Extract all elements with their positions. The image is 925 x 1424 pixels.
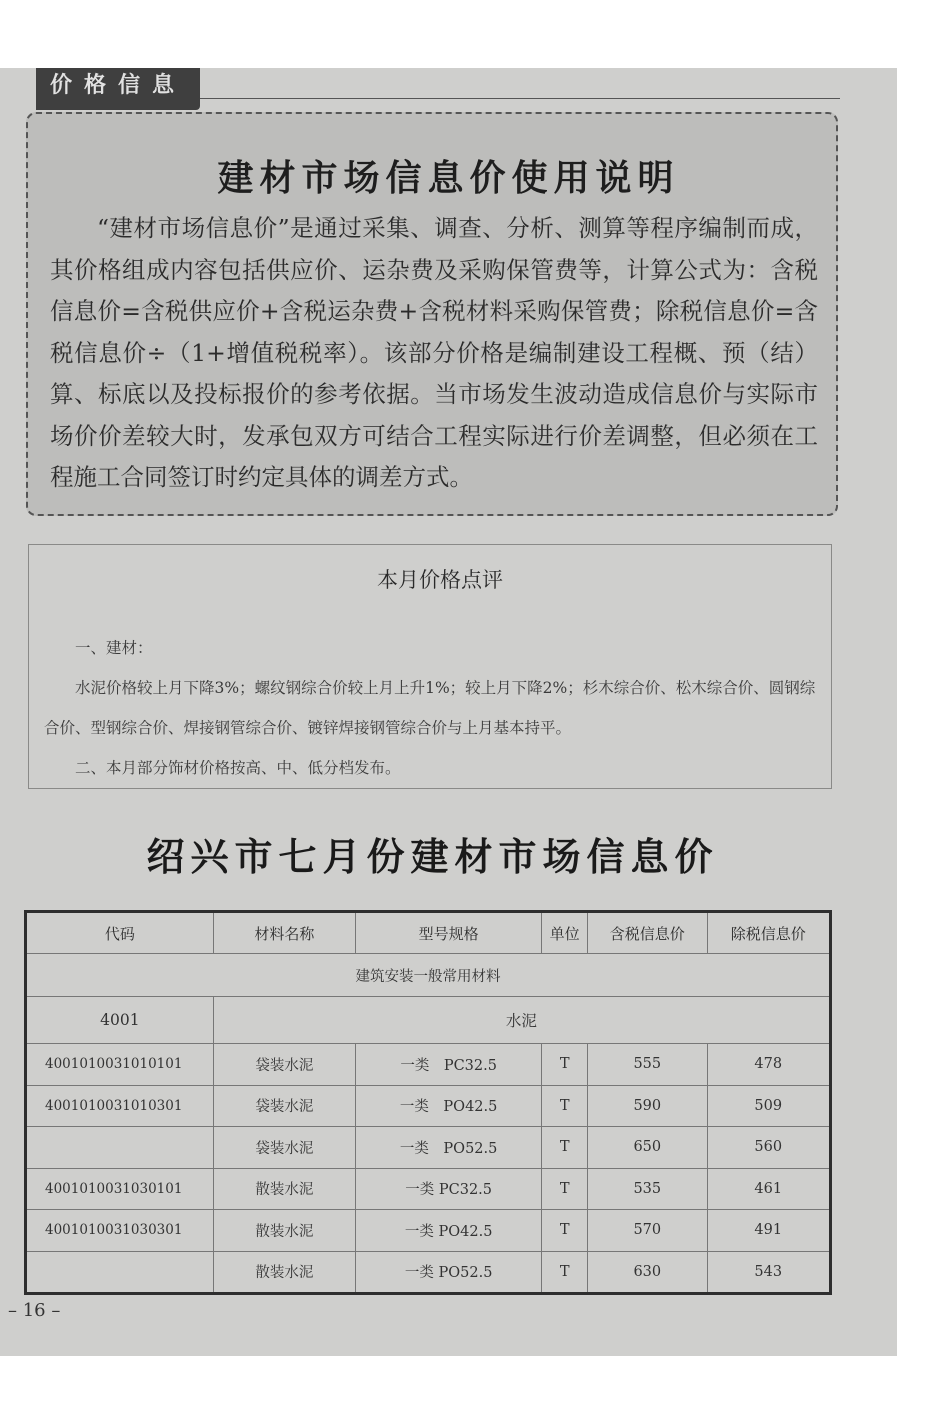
row-name: 散装水泥 <box>213 1168 355 1210</box>
table-header-row <box>26 912 831 954</box>
row-unit: T <box>542 1251 588 1294</box>
header-tax-excl: 除税信息价 <box>707 912 830 954</box>
category-row <box>26 954 831 997</box>
row-spec: 一类 PO52.5 <box>356 1251 542 1294</box>
row-tax-incl: 650 <box>588 1127 707 1169</box>
page-number: – 16 – <box>8 1300 61 1321</box>
row-tax-incl: 535 <box>588 1168 707 1210</box>
table-row <box>26 1168 831 1210</box>
intro-text <box>50 208 818 499</box>
row-spec: 一类 PC32.5 <box>356 1044 542 1086</box>
review-line-2: 水泥价格较上月下降3%；螺纹钢综合价较上月上升1%；较上月下降2%；杉木综合价、松木综合价、圆钢综合价、型钢综合价、焊接钢管综合价、镀锌焊接钢管综合价与上月基本持平。 <box>44 679 816 737</box>
section-tab: 价格信息 <box>36 68 200 110</box>
row-name: 散装水泥 <box>213 1251 355 1294</box>
table-row <box>26 1210 831 1252</box>
price-table <box>24 910 832 1295</box>
row-code <box>26 1127 214 1169</box>
review-title: 本月价格点评 <box>377 568 503 592</box>
header-spec: 型号规格 <box>356 912 542 954</box>
row-code: 4001010031010301 <box>26 1085 214 1127</box>
row-tax-incl: 555 <box>588 1044 707 1086</box>
intro-paragraph: “建材市场信息价”是通过采集、调查、分析、测算等程序编制而成，其价格组成内容包括供应价、运杂费及采购保管费等，计算公式为：含税信息价=含税供应价+含税运杂费+含税材料采购保管费；除税信息价=含税信息价÷（1+增值税税率）。该部分价格是编制建设工程概、预（结）算、标底以及投标报价的参考依据。当市场发生波动造成信息价与实际市场价价差较大时，发承包双方可结合工程实际进行价差调整，但必须在工程施工合同签订时约定具体的调差方式。 <box>50 214 818 491</box>
row-name: 袋装水泥 <box>213 1085 355 1127</box>
row-spec: 一类 PO42.5 <box>356 1085 542 1127</box>
document-page <box>0 68 897 1356</box>
row-spec: 一类 PO52.5 <box>356 1127 542 1169</box>
row-code: 4001010031030301 <box>26 1210 214 1252</box>
row-spec: 一类 PO42.5 <box>356 1210 542 1252</box>
table-row <box>26 1044 831 1086</box>
category-label: 建筑安装一般常用材料 <box>26 954 831 997</box>
header-unit: 单位 <box>542 912 588 954</box>
header-tax-incl: 含税信息价 <box>588 912 707 954</box>
row-tax-incl: 570 <box>588 1210 707 1252</box>
row-code: 4001010031010101 <box>26 1044 214 1086</box>
table-row <box>26 1251 831 1294</box>
review-text <box>44 628 820 788</box>
row-unit: T <box>542 1044 588 1086</box>
review-line-3: 二、本月部分饰材价格按高、中、低分档发布。 <box>75 759 401 777</box>
intro-title: 建材市场信息价使用说明 <box>217 158 680 199</box>
review-line-1: 一、建材： <box>75 639 153 657</box>
row-unit: T <box>542 1210 588 1252</box>
main-title: 绍兴市七月份建材市场信息价 <box>146 835 719 879</box>
row-tax-excl: 491 <box>707 1210 830 1252</box>
group-name: 水泥 <box>213 997 830 1044</box>
row-tax-excl: 478 <box>707 1044 830 1086</box>
row-name: 袋装水泥 <box>213 1044 355 1086</box>
row-unit: T <box>542 1127 588 1169</box>
row-tax-excl: 509 <box>707 1085 830 1127</box>
row-name: 袋装水泥 <box>213 1127 355 1169</box>
header-code: 代码 <box>26 912 214 954</box>
row-tax-incl: 590 <box>588 1085 707 1127</box>
table-row <box>26 1127 831 1169</box>
row-tax-incl: 630 <box>588 1251 707 1294</box>
group-row <box>26 997 831 1044</box>
row-name: 散装水泥 <box>213 1210 355 1252</box>
row-unit: T <box>542 1168 588 1210</box>
header-rule <box>200 98 840 99</box>
row-code <box>26 1251 214 1294</box>
row-spec: 一类 PC32.5 <box>356 1168 542 1210</box>
row-code: 4001010031030101 <box>26 1168 214 1210</box>
header-name: 材料名称 <box>213 912 355 954</box>
row-unit: T <box>542 1085 588 1127</box>
table-row <box>26 1085 831 1127</box>
row-tax-excl: 543 <box>707 1251 830 1294</box>
group-code: 4001 <box>26 997 214 1044</box>
row-tax-excl: 560 <box>707 1127 830 1169</box>
row-tax-excl: 461 <box>707 1168 830 1210</box>
